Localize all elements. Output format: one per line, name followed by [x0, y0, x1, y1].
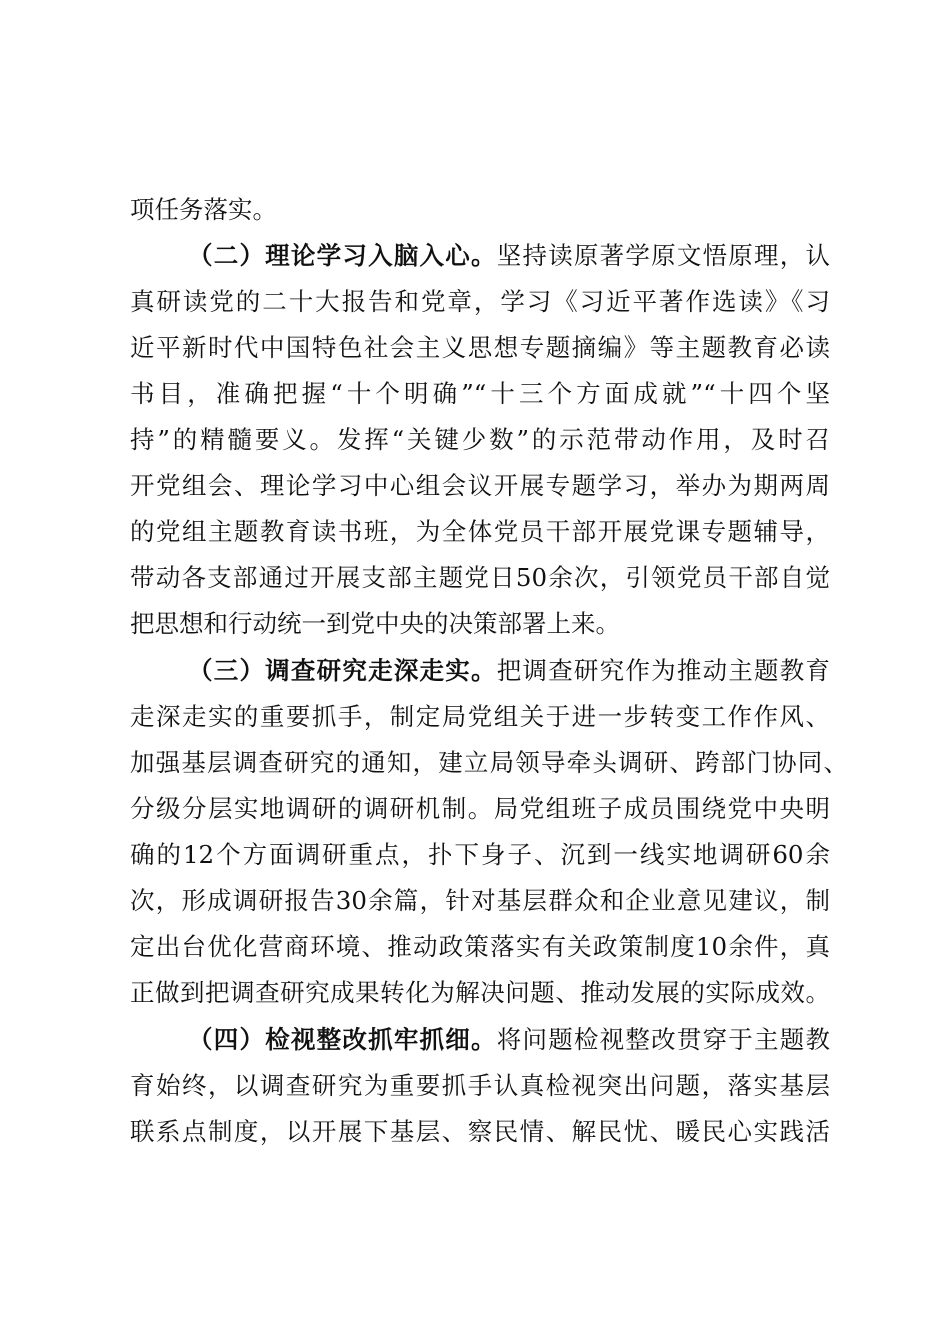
text-line: 项任务落实。 — [130, 195, 277, 224]
text-line: 走深走实的重要抓手，制定局党组关于进一步转变工作作风、 — [130, 702, 830, 731]
text-line: 分级分层实地调研的调研机制。局党组班子成员围绕党中央明 — [130, 794, 830, 823]
paragraph-first-line — [188, 651, 830, 691]
text-span: 坚持读原著学原文悟原理，认 — [496, 241, 830, 270]
text-line: 的党组主题教育读书班，为全体党员干部开展党课专题辅导， — [130, 517, 830, 546]
text-line: 正做到把调查研究成果转化为解决问题、推动发展的实际成效。 — [130, 978, 830, 1007]
text-line: 确的12个方面调研重点，扑下身子、沉到一线实地调研60余 — [130, 840, 830, 869]
text-span: 把调查研究作为推动主题教育 — [496, 656, 830, 685]
section-heading: （四）检视整改抓牢抓细。 — [188, 1025, 497, 1054]
section-heading: （二）理论学习入脑入心。 — [188, 241, 497, 270]
text-line: 持”的精髓要义。发挥“关键少数”的示范带动作用，及时召 — [130, 425, 830, 454]
paragraph-first-line — [188, 236, 830, 276]
text-line: 带动各支部通过开展支部主题党日50余次，引领党员干部自觉 — [130, 563, 830, 592]
section-heading: （三）调查研究走深走实。 — [188, 656, 497, 685]
text-line: 把思想和行动统一到党中央的决策部署上来。 — [130, 609, 620, 638]
text-line: 开党组会、理论学习中心组会议开展专题学习，举办为期两周 — [130, 471, 830, 500]
text-line: 近平新时代中国特色社会主义思想专题摘编》等主题教育必读 — [130, 333, 830, 362]
text-line: 联系点制度，以开展下基层、察民情、解民忧、暖民心实践活 — [130, 1117, 830, 1146]
text-line: 定出台优化营商环境、推动政策落实有关政策制度10余件，真 — [130, 932, 830, 961]
text-line: 育始终，以调查研究为重要抓手认真检视突出问题，落实基层 — [130, 1071, 830, 1100]
text-span: 将问题检视整改贯穿于主题教 — [496, 1025, 830, 1054]
text-line: 加强基层调查研究的通知，建立局领导牵头调研、跨部门协同、 — [130, 748, 848, 777]
paragraph-first-line — [188, 1020, 830, 1060]
text-line: 真研读党的二十大报告和党章，学习《习近平著作选读》《习 — [130, 287, 830, 316]
text-line: 书目，准确把握“十个明确”“十三个方面成就”“十四个坚 — [130, 379, 830, 408]
text-line: 次，形成调研报告30余篇，针对基层群众和企业意见建议，制 — [130, 886, 830, 915]
